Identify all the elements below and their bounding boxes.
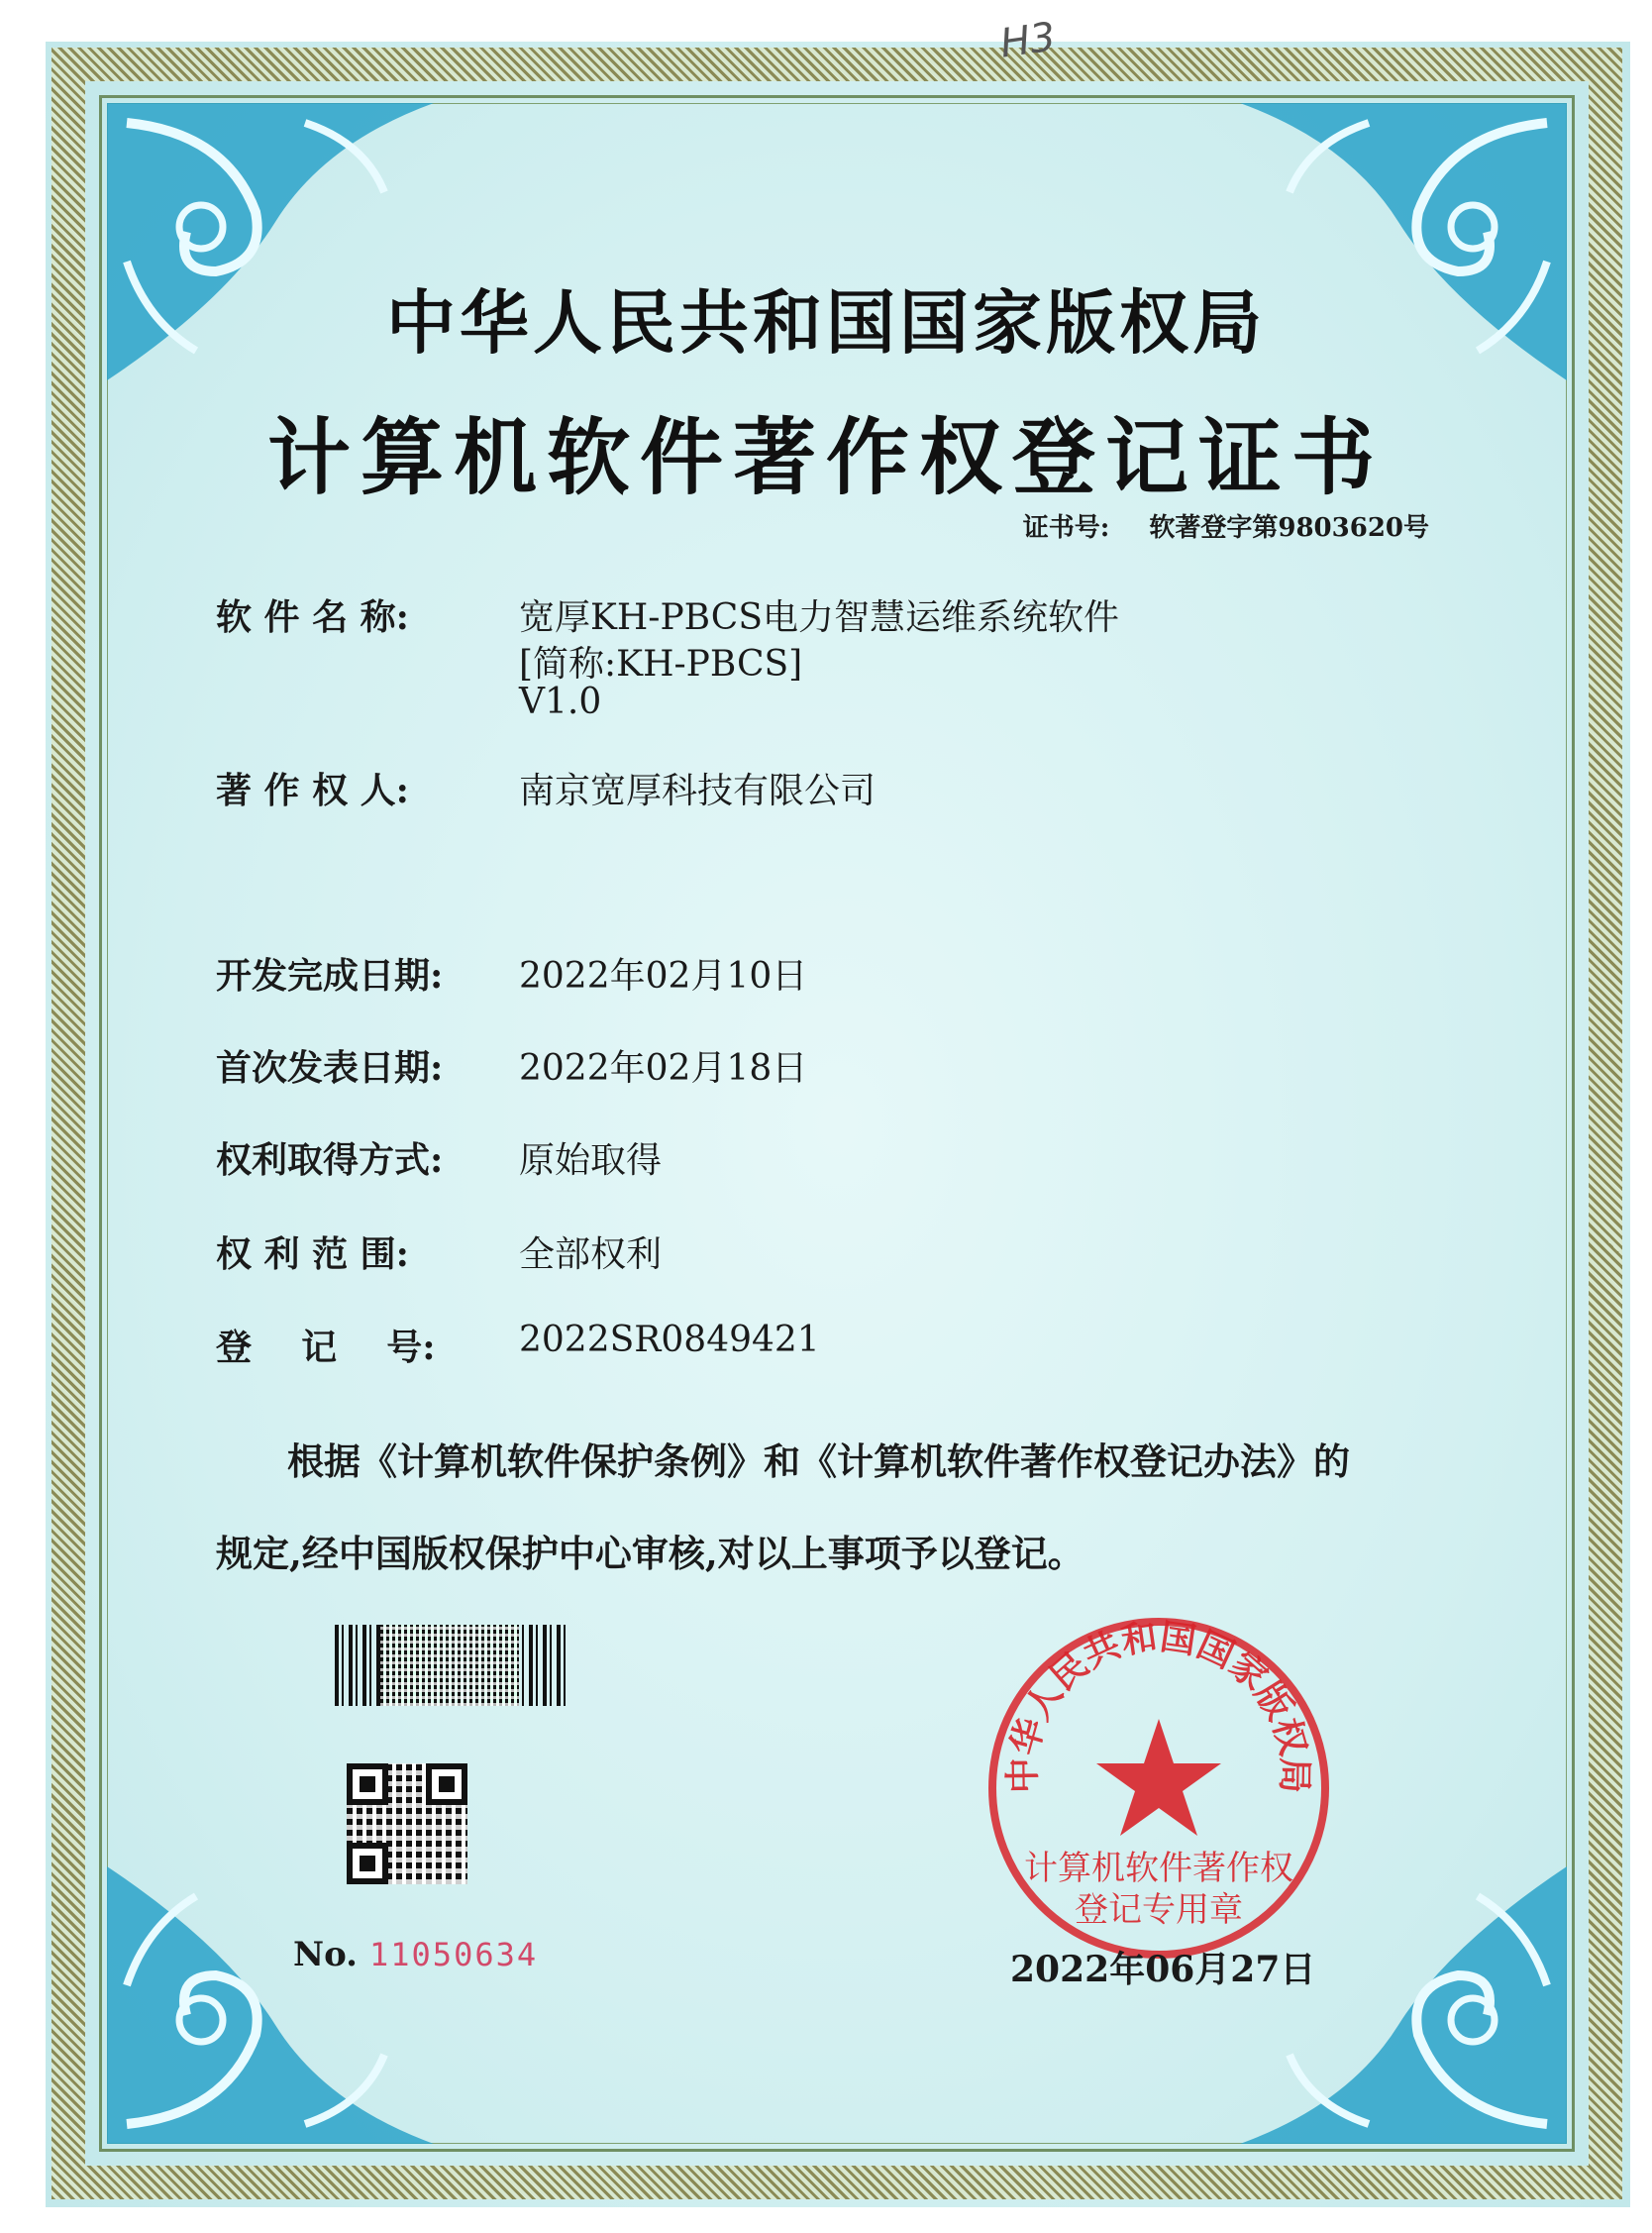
- barcode: [335, 1625, 567, 1706]
- certificate-number-value: 软著登字第9803620号: [1149, 513, 1429, 543]
- issue-date: 2022年06月27日: [1010, 1949, 1316, 1990]
- registration-number-label: 登 记 号:: [216, 1327, 436, 1368]
- software-short-name-value: [简称:KH-PBCS]: [519, 644, 803, 685]
- field-completion-date: [216, 948, 808, 999]
- corner-ornament-bottom-left: [107, 1866, 434, 2144]
- official-red-seal: [981, 1610, 1337, 1967]
- seal-inner-line-1: 计算机软件著作权: [1024, 1849, 1293, 1888]
- handwritten-mark: H3: [997, 14, 1059, 67]
- qr-code: [347, 1763, 467, 1884]
- statement-line-2: 规定,经中国版权保护中心审核,对以上事项予以登记。: [216, 1532, 1084, 1575]
- field-first-publication-date: [216, 1040, 808, 1091]
- software-name-value: 宽厚KH-PBCS电力智慧运维系统软件: [519, 597, 1120, 638]
- field-rights-scope: [216, 1226, 663, 1277]
- copyright-holder-value: 南京宽厚科技有限公司: [519, 771, 877, 811]
- field-software-name: [216, 589, 1120, 640]
- completion-date-value: 2022年02月10日: [519, 956, 808, 997]
- acquisition-method-label: 权利取得方式:: [216, 1139, 444, 1181]
- statement-line-1: 根据《计算机软件保护条例》和《计算机软件著作权登记办法》的: [287, 1439, 1350, 1483]
- copyright-holder-label: 著 作 权 人:: [216, 770, 409, 811]
- certificate-number-label: 证书号:: [1022, 513, 1110, 543]
- field-acquisition-method: [216, 1132, 663, 1183]
- serial-number: [293, 1935, 538, 1974]
- first-publication-date-label: 首次发表日期:: [216, 1047, 444, 1089]
- completion-date-label: 开发完成日期:: [216, 955, 444, 997]
- seal-outer-text: 中华人民共和国国家版权局: [1001, 1616, 1316, 1794]
- field-copyright-holder: [216, 763, 877, 813]
- registration-number-value: 2022SR0849421: [519, 1320, 820, 1360]
- field-registration-number: [216, 1320, 820, 1370]
- serial-number-value: 11050634: [369, 1936, 539, 1973]
- rights-scope-label: 权 利 范 围:: [216, 1233, 409, 1275]
- rights-scope-value: 全部权利: [519, 1234, 663, 1275]
- serial-number-label: No.: [293, 1935, 358, 1974]
- software-version-value: V1.0: [519, 682, 602, 722]
- seal-inner-line-2: 登记专用章: [1075, 1890, 1243, 1930]
- acquisition-method-value: 原始取得: [519, 1140, 663, 1181]
- issuing-authority: 中华人民共和国国家版权局: [386, 281, 1266, 364]
- certificate-number: [1023, 507, 1429, 544]
- first-publication-date-value: 2022年02月18日: [519, 1048, 808, 1089]
- software-name-label: 软 件 名 称:: [216, 596, 409, 638]
- certificate-title: 计算机软件著作权登记证书: [266, 408, 1385, 506]
